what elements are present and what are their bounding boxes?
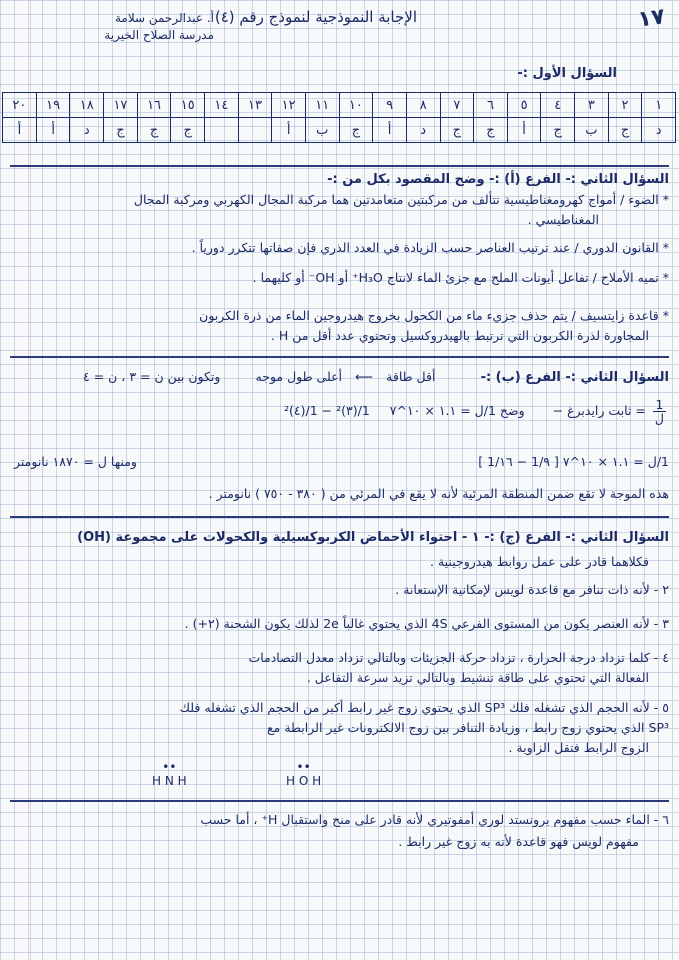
fraction-one-over-lambda: $\frac{1}{\text{ل}}$ (654, 397, 664, 426)
question-number: ٨ (406, 93, 440, 118)
question-number: ٢٠ (3, 93, 37, 118)
answer-numbers-row (3, 93, 676, 118)
separator (10, 165, 669, 167)
low-energy-label: أقل طاقة (386, 369, 436, 384)
answer-table (2, 92, 676, 143)
transition-label: وتكون بين ن = ٣ ، ن = ٤ (83, 369, 221, 384)
q2a-item-4b: المجاورة لذرة الكربون التي ترتبط بالهيدروكسيل وتحتوي عدد أقل من H . (270, 328, 649, 343)
question-number: ١٧ (104, 93, 138, 118)
question-number: ١٢ (272, 93, 306, 118)
question-number: ٦ (474, 93, 508, 118)
answer-cell: ج (339, 118, 373, 143)
eq1-tail: 1/(٣)² − 1/(٤)² (284, 403, 370, 418)
question-number: ٩ (373, 93, 407, 118)
q2b-eq2-result: ومنها ل = ١٨٧٠ نانومتر (14, 454, 137, 469)
question-number: ١ (642, 93, 676, 118)
answer-cell: ج (608, 118, 642, 143)
answer-cell: د (406, 118, 440, 143)
teacher-name: أ. عبدالرحمن سلامة (114, 11, 214, 25)
answer-cell: ج (171, 118, 205, 143)
answer-cell: ج (474, 118, 508, 143)
answer-cell (238, 118, 272, 143)
question-number: ١٩ (36, 93, 70, 118)
answer-cell: أ (507, 118, 541, 143)
nh3-molecule: •• H N H (152, 760, 187, 788)
page-number: ١٧ (636, 4, 667, 33)
separator (10, 800, 669, 802)
question-number: ٥ (507, 93, 541, 118)
answer-cell: أ (36, 118, 70, 143)
answer-cell: أ (3, 118, 37, 143)
answer-cell: ج (541, 118, 575, 143)
question-number: ٢ (608, 93, 642, 118)
q2b-conclusion: هذه الموجة لا تقع ضمن المنطقة المرئية لأنه لا يقع في المرئي من ( ٣٨٠ - ٧٥٠ ) نانومتر . (208, 486, 669, 501)
arrow-icon: ⟵ (355, 369, 374, 384)
school-name: مدرسة الصلاح الخيرية (104, 28, 214, 42)
h2o-molecule: •• H O H (286, 760, 322, 788)
answer-letters-row (3, 118, 676, 143)
q2a-item-1b: المغناطيسي . (527, 212, 599, 227)
question-number: ١٠ (339, 93, 373, 118)
question-number: ٤ (541, 93, 575, 118)
question-number: ١٤ (205, 93, 239, 118)
eq1-minus: − (552, 403, 564, 418)
q2a-item-2: * القانون الدوري / عند ترتيب العناصر حسب الزيادة في العدد الذري فإن صفاتها تتكرر دورياً . (191, 240, 669, 255)
q2a-item-1: * الضوء / أمواج كهرومغناطيسية تتألف من مركبتين متعامدتين هما مركبة المجال الكهربي ومركبة المجال (133, 192, 669, 207)
answer-cell: أ (373, 118, 407, 143)
longest-wave-label: أعلى طول موجه (255, 369, 343, 384)
answer-cell: ب (575, 118, 609, 143)
q2c-line-4: ٤ - كلما تزداد درجة الحرارة ، تزداد حركة الجزيئات وبالتالي تزداد معدل التصادمات (248, 650, 669, 665)
answer-cell (205, 118, 239, 143)
answer-cell: ب (305, 118, 339, 143)
separator (10, 356, 669, 358)
answer-cell: ج (440, 118, 474, 143)
question-number: ١٨ (70, 93, 104, 118)
q2a-item-3: * تميه الأملاح / تفاعل أيونات الملح مع جزئ الماء لانتاج H₃O⁺ أو OH⁻ أو كليهما . (252, 270, 669, 285)
answer-cell: ج (137, 118, 171, 143)
question-number: ١٦ (137, 93, 171, 118)
eq1-result: وضح 1/ل = ١.١ × ١٠^٧ (389, 403, 525, 418)
q2c-line-2: ٢ - لأنه ذات تنافر مع قاعدة لويس لإمكانية الإستعانة . (395, 582, 669, 597)
q2b-row1 (9, 366, 669, 387)
q2c-line-5: ٥ - لأنه الحجم الذي تشغله فلك SP³ الذي يحتوي زوج غير رابط أكبر من الحجم الذي تشغله فلك (179, 700, 669, 715)
q2b-eq1 (9, 398, 669, 425)
eq2-expression: 1/ل = ١.١ × ١٠^٧ [ 1/٩ − 1/١٦ ] (478, 454, 669, 469)
q2b-title: السؤال الثاني :- الفرع (ب) :- (480, 370, 669, 385)
q2c-line-6: ٦ - الماء حسب مفهوم برونستد لوري أمفوتيري لأنه قادر على منح واستقبال H⁺ ، أما حسب (200, 812, 669, 827)
q2c-line-1: فكلاهما قادر على عمل روابط هيدروجينية . (430, 554, 649, 569)
answer-cell: أ (272, 118, 306, 143)
q2c-line-4b: الفعالة التي تحتوي على طاقة تنشيط وبالتالي تزيد سرعة التفاعل . (306, 670, 649, 685)
q2a-item-4: * قاعدة زايتسيف / يتم حذف جزيء ماء من الكحول بخروج هيدروجين الماء من ذرة الكربون (199, 308, 669, 323)
q2c-title: السؤال الثاني :- الفرع (ج) :- ١ - احتواء الأحماض الكربوكسيلية والكحولات على مجموعة (OH) (77, 530, 669, 545)
rydberg-label: = ثابت رايدبرغ (567, 403, 646, 418)
answer-cell: د (70, 118, 104, 143)
q2a-title: السؤال الثاني :- الفرع (أ) :- وضح المقصود بكل من :- (327, 172, 669, 187)
separator (10, 516, 669, 518)
question-number: ٧ (440, 93, 474, 118)
answer-cell: د (642, 118, 676, 143)
answer-cell: ج (104, 118, 138, 143)
page-title: الإجابة النموذجية لنموذج رقم (٤) (214, 8, 417, 26)
question-number: ١١ (305, 93, 339, 118)
q1-title: السؤال الأول :- (517, 66, 617, 81)
question-number: ١٥ (171, 93, 205, 118)
teacher-info (64, 10, 214, 44)
q2c-line-5b: SP³ الذي يحتوي زوج رابط ، وزيادة التنافر بين زوج الالكترونات غير الرابطة مع (267, 720, 669, 735)
q2c-line-5c: الزوج الرابط فتقل الزاوية . (508, 740, 649, 755)
question-number: ٣ (575, 93, 609, 118)
q2c-line-6b: مفهوم لويس فهو قاعدة لأنه به زوج غير رابط . (398, 834, 639, 849)
question-number: ١٣ (238, 93, 272, 118)
q2c-line-3: ٣ - لأنه العنصر يكون من المستوى الفرعي 4S الذي يحتوي غالباً 2e لذلك يكون الشحنة (٢+) . (184, 616, 669, 631)
